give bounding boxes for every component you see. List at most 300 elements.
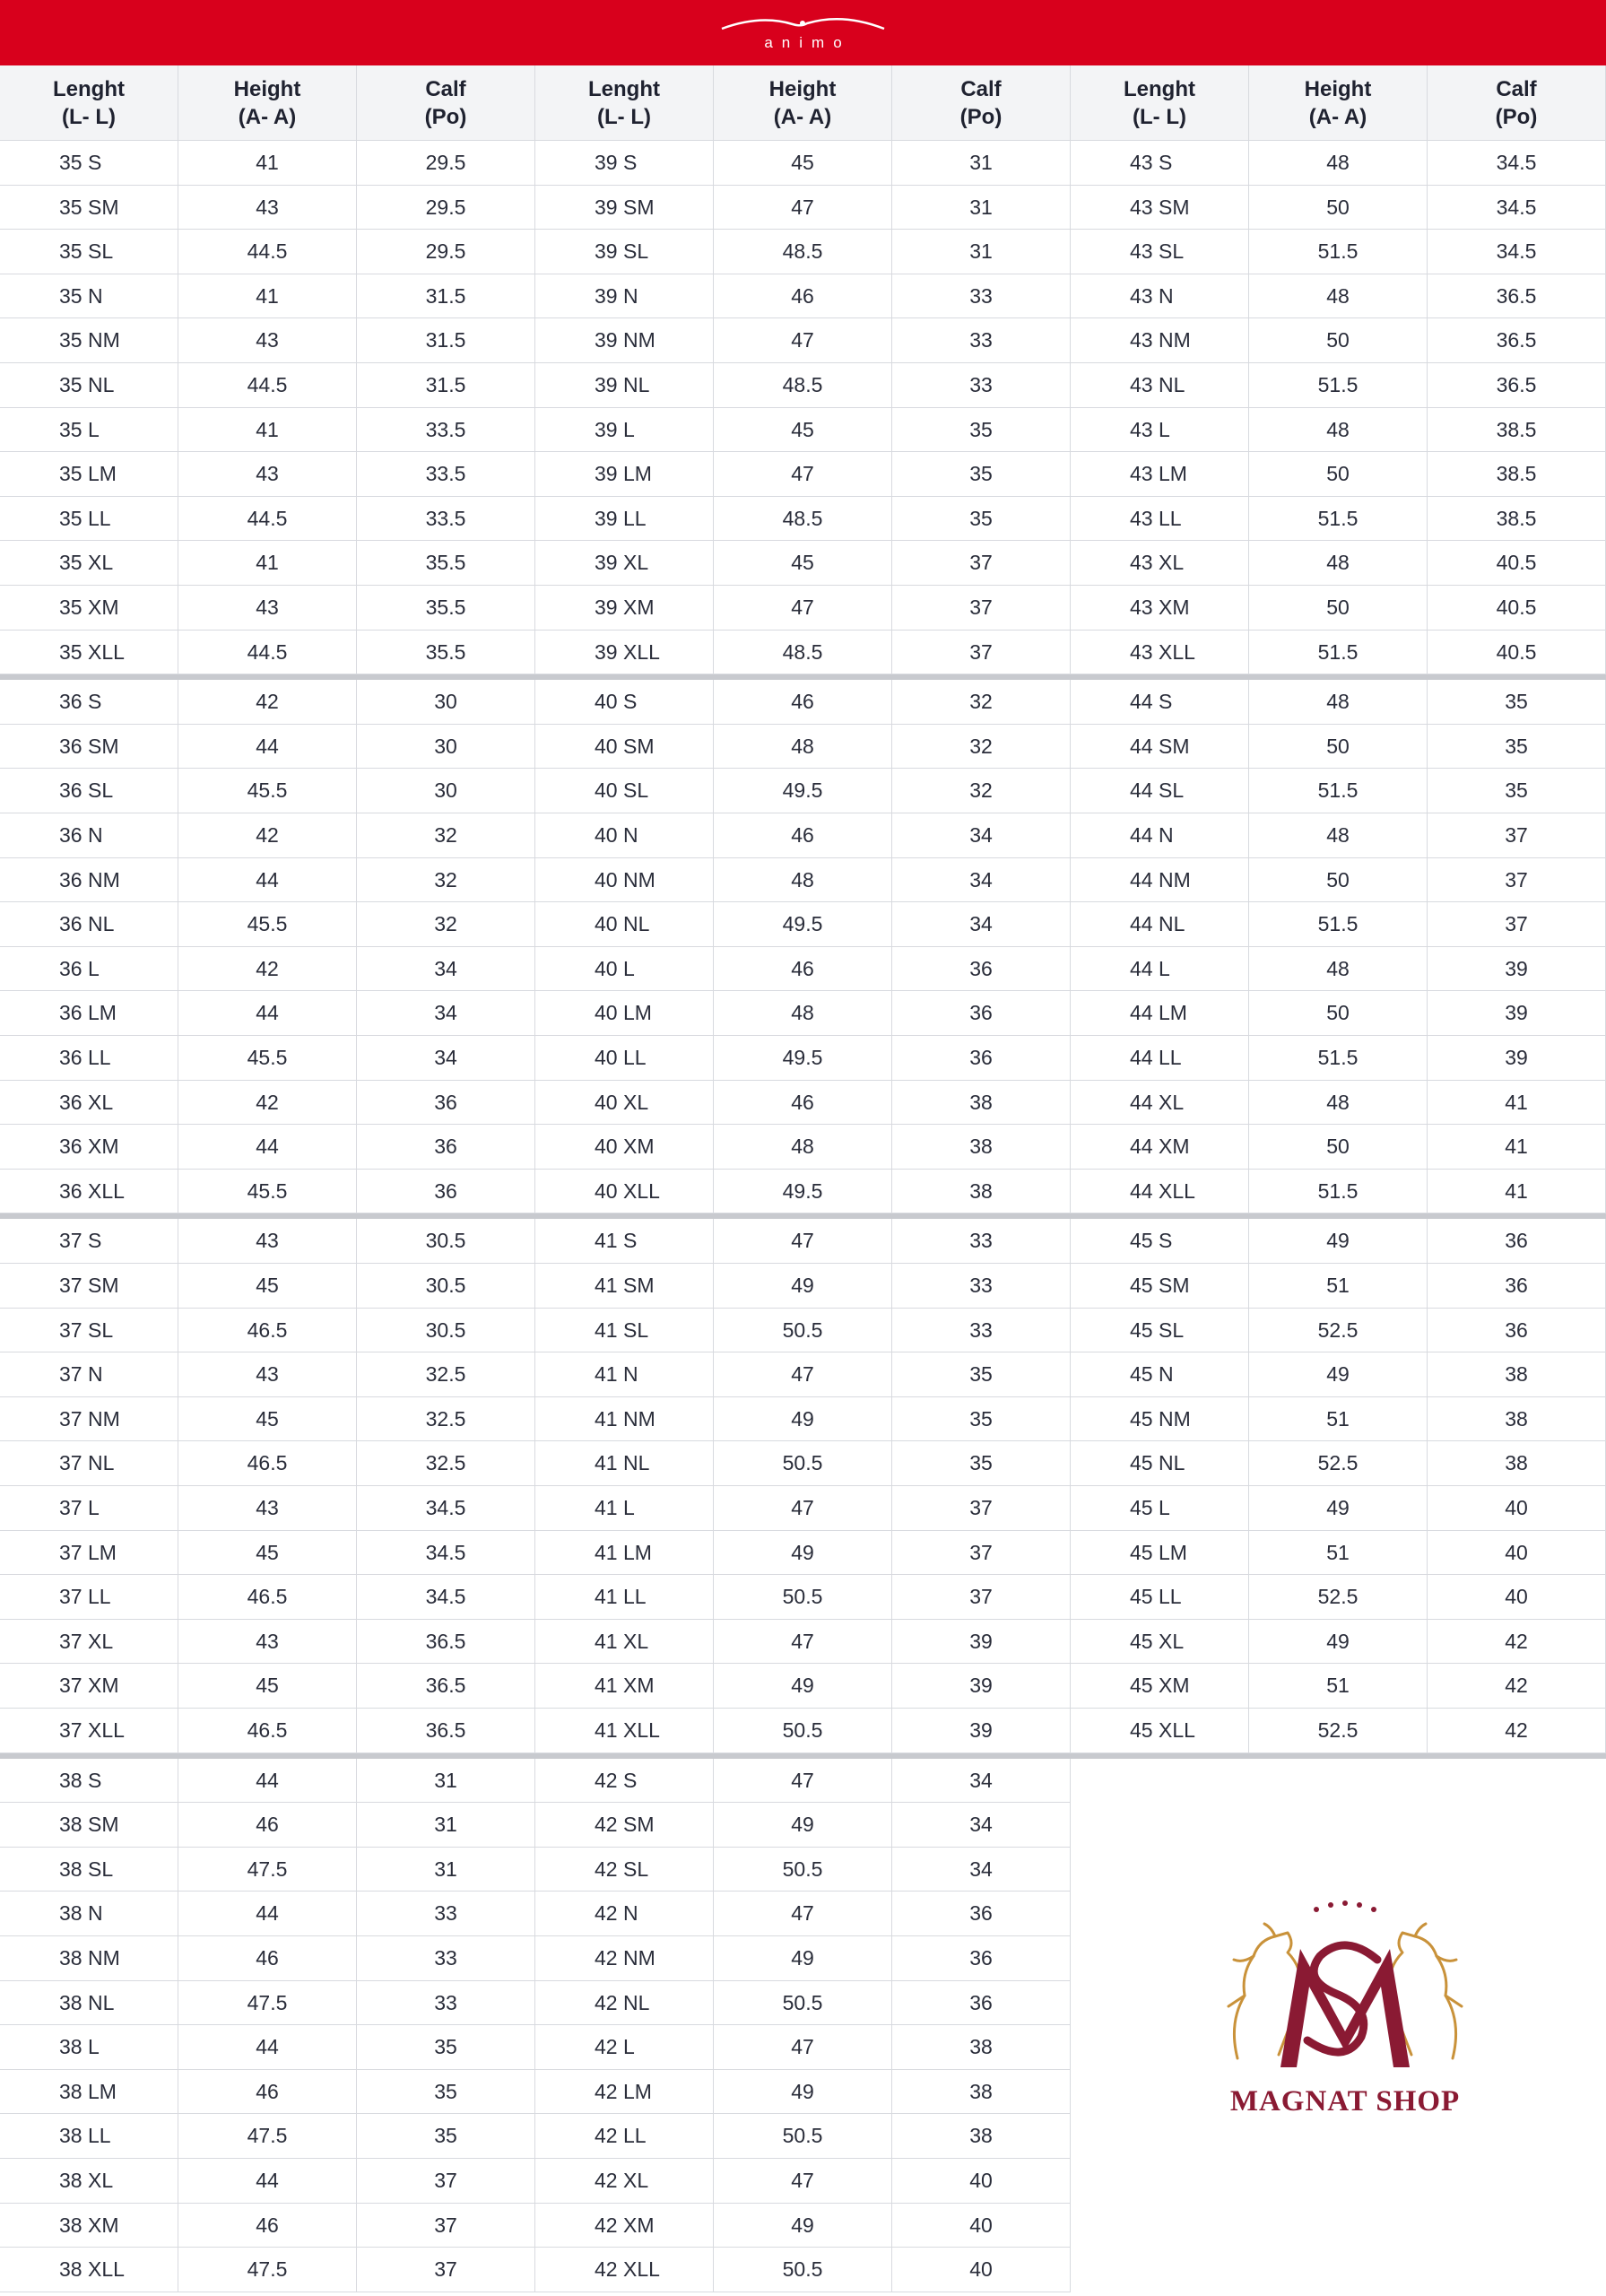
calf-cell: 36: [357, 1081, 535, 1126]
size-cell: 35 SL: [0, 230, 178, 274]
calf-cell: 36: [892, 1981, 1071, 2026]
height-cell: 50: [1249, 725, 1428, 770]
size-cell: 38 SL: [0, 1848, 178, 1892]
height-cell: 45: [178, 1397, 357, 1442]
calf-cell: 40: [1428, 1575, 1606, 1620]
magnat-shop-emblem-icon: [1202, 1897, 1489, 2085]
height-cell: 47: [714, 186, 892, 230]
column-header-line2: (L- L): [597, 104, 651, 129]
animo-logo: [717, 13, 889, 54]
height-cell: 48: [1249, 813, 1428, 858]
height-cell: 51: [1249, 1264, 1428, 1309]
column-header-line1: Calf: [960, 76, 1002, 101]
column-header-line1: Lenght: [1124, 76, 1195, 101]
size-cell: 35 N: [0, 274, 178, 319]
height-cell: 51.5: [1249, 1170, 1428, 1214]
height-cell: 45: [714, 141, 892, 186]
height-cell: 50.5: [714, 2248, 892, 2292]
height-cell: 46.5: [178, 1709, 357, 1753]
size-cell: 37 LL: [0, 1575, 178, 1620]
calf-cell: 38.5: [1428, 452, 1606, 497]
calf-cell: 36: [892, 1892, 1071, 1936]
calf-cell: 31: [892, 230, 1071, 274]
size-cell: 40 SL: [535, 769, 714, 813]
height-cell: 51.5: [1249, 363, 1428, 408]
calf-cell: 42: [1428, 1709, 1606, 1753]
column-header: [1249, 65, 1428, 141]
calf-cell: 29.5: [357, 141, 535, 186]
height-cell: 50.5: [714, 2114, 892, 2159]
size-cell: 38 L: [0, 2025, 178, 2070]
size-cell: 43 XL: [1071, 541, 1249, 586]
calf-cell: 33.5: [357, 452, 535, 497]
calf-cell: 31.5: [357, 363, 535, 408]
height-cell: 45: [178, 1264, 357, 1309]
calf-cell: 39: [1428, 947, 1606, 992]
size-cell: 45 XLL: [1071, 1709, 1249, 1753]
size-cell: 42 XLL: [535, 2248, 714, 2292]
calf-cell: 38.5: [1428, 497, 1606, 542]
size-cell: 44 LM: [1071, 991, 1249, 1036]
size-cell: 45 XL: [1071, 1620, 1249, 1665]
size-cell: 45 S: [1071, 1219, 1249, 1264]
size-cell: 37 SM: [0, 1264, 178, 1309]
height-cell: 45.5: [178, 1036, 357, 1081]
calf-cell: 38: [892, 1125, 1071, 1170]
calf-cell: 31: [357, 1759, 535, 1804]
height-cell: 49: [714, 2070, 892, 2115]
column-header-line1: Height: [233, 76, 301, 101]
size-cell: 41 N: [535, 1352, 714, 1397]
height-cell: 48: [1249, 408, 1428, 453]
size-cell: 37 N: [0, 1352, 178, 1397]
height-cell: 51.5: [1249, 902, 1428, 947]
height-cell: 46: [178, 2070, 357, 2115]
height-cell: 46: [714, 274, 892, 319]
size-cell: 40 XM: [535, 1125, 714, 1170]
calf-cell: 38.5: [1428, 408, 1606, 453]
size-cell: 35 L: [0, 408, 178, 453]
height-cell: 46: [178, 1936, 357, 1981]
height-cell: 46: [178, 1803, 357, 1848]
height-cell: 45: [714, 541, 892, 586]
size-cell: 38 NL: [0, 1981, 178, 2026]
size-cell: 45 LM: [1071, 1531, 1249, 1576]
size-cell: 40 L: [535, 947, 714, 992]
height-cell: 44: [178, 2025, 357, 2070]
size-cell: 39 XL: [535, 541, 714, 586]
height-cell: 46: [714, 680, 892, 725]
calf-cell: 35: [892, 1397, 1071, 1442]
calf-cell: 33: [892, 318, 1071, 363]
size-cell: 39 S: [535, 141, 714, 186]
height-cell: 50.5: [714, 1848, 892, 1892]
size-cell: 42 N: [535, 1892, 714, 1936]
height-cell: 45: [714, 408, 892, 453]
calf-cell: 39: [892, 1709, 1071, 1753]
height-cell: 48.5: [714, 631, 892, 675]
height-cell: 46.5: [178, 1575, 357, 1620]
height-cell: 48: [1249, 1081, 1428, 1126]
size-cell: 43 L: [1071, 408, 1249, 453]
calf-cell: 37: [892, 1531, 1071, 1576]
height-cell: 49: [714, 1264, 892, 1309]
calf-cell: 34: [357, 1036, 535, 1081]
calf-cell: 36: [357, 1125, 535, 1170]
calf-cell: 36: [892, 1936, 1071, 1981]
height-cell: 47: [714, 1892, 892, 1936]
calf-cell: 38: [1428, 1352, 1606, 1397]
calf-cell: 41: [1428, 1170, 1606, 1214]
calf-cell: 32: [892, 769, 1071, 813]
height-cell: 47: [714, 452, 892, 497]
size-cell: 38 NM: [0, 1936, 178, 1981]
size-cell: 36 XLL: [0, 1170, 178, 1214]
height-cell: 49.5: [714, 769, 892, 813]
calf-cell: 33: [892, 1309, 1071, 1353]
height-cell: 50: [1249, 991, 1428, 1036]
calf-cell: 37: [1428, 902, 1606, 947]
calf-cell: 39: [1428, 991, 1606, 1036]
height-cell: 47: [714, 586, 892, 631]
size-cell: 36 SL: [0, 769, 178, 813]
calf-cell: 37: [892, 1575, 1071, 1620]
calf-cell: 39: [892, 1620, 1071, 1665]
size-cell: 40 LL: [535, 1036, 714, 1081]
height-cell: 52.5: [1249, 1309, 1428, 1353]
size-cell: 35 XM: [0, 586, 178, 631]
height-cell: 49: [1249, 1620, 1428, 1665]
height-cell: 50: [1249, 452, 1428, 497]
height-cell: 50.5: [714, 1441, 892, 1486]
size-cell: 36 XM: [0, 1125, 178, 1170]
height-cell: 51.5: [1249, 1036, 1428, 1081]
size-cell: 38 N: [0, 1892, 178, 1936]
size-cell: 38 LL: [0, 2114, 178, 2159]
height-cell: 50: [1249, 586, 1428, 631]
size-cell: 37 NM: [0, 1397, 178, 1442]
size-cell: 42 SL: [535, 1848, 714, 1892]
calf-cell: 38: [892, 1081, 1071, 1126]
size-cell: 39 LL: [535, 497, 714, 542]
calf-cell: 37: [1428, 813, 1606, 858]
calf-cell: 33.5: [357, 497, 535, 542]
size-cell: 42 S: [535, 1759, 714, 1804]
height-cell: 48: [714, 725, 892, 770]
size-cell: 44 N: [1071, 813, 1249, 858]
size-cell: 44 SM: [1071, 725, 1249, 770]
column-header-line2: (A- A): [238, 104, 297, 129]
calf-cell: 35: [357, 2025, 535, 2070]
size-cell: 42 L: [535, 2025, 714, 2070]
height-cell: 48.5: [714, 497, 892, 542]
calf-cell: 34: [357, 947, 535, 992]
height-cell: 46: [714, 813, 892, 858]
height-cell: 50.5: [714, 1575, 892, 1620]
size-cell: 40 XLL: [535, 1170, 714, 1214]
height-cell: 47: [714, 1486, 892, 1531]
height-cell: 44.5: [178, 631, 357, 675]
size-cell: 37 XL: [0, 1620, 178, 1665]
calf-cell: 40.5: [1428, 631, 1606, 675]
size-cell: 45 L: [1071, 1486, 1249, 1531]
calf-cell: 30: [357, 725, 535, 770]
calf-cell: 30: [357, 680, 535, 725]
height-cell: 48: [714, 858, 892, 903]
calf-cell: 38: [892, 1170, 1071, 1214]
size-cell: 39 SM: [535, 186, 714, 230]
calf-cell: 31: [357, 1803, 535, 1848]
calf-cell: 37: [892, 586, 1071, 631]
calf-cell: 36: [1428, 1309, 1606, 1353]
height-cell: 41: [178, 408, 357, 453]
height-cell: 50: [1249, 318, 1428, 363]
calf-cell: 30.5: [357, 1219, 535, 1264]
height-cell: 45.5: [178, 769, 357, 813]
calf-cell: 40.5: [1428, 541, 1606, 586]
height-cell: 52.5: [1249, 1709, 1428, 1753]
size-cell: 35 LL: [0, 497, 178, 542]
calf-cell: 37: [357, 2204, 535, 2248]
calf-cell: 36: [1428, 1219, 1606, 1264]
size-cell: 37 XM: [0, 1664, 178, 1709]
size-cell: 44 S: [1071, 680, 1249, 725]
calf-cell: 36.5: [1428, 274, 1606, 319]
height-cell: 48: [1249, 274, 1428, 319]
size-cell: 40 NM: [535, 858, 714, 903]
size-cell: 38 XM: [0, 2204, 178, 2248]
calf-cell: 34: [892, 858, 1071, 903]
height-cell: 46.5: [178, 1441, 357, 1486]
height-cell: 51.5: [1249, 631, 1428, 675]
height-cell: 41: [178, 274, 357, 319]
height-cell: 44.5: [178, 497, 357, 542]
calf-cell: 35: [892, 1441, 1071, 1486]
calf-cell: 40: [1428, 1486, 1606, 1531]
calf-cell: 32: [357, 902, 535, 947]
size-cell: 39 L: [535, 408, 714, 453]
size-cell: 36 L: [0, 947, 178, 992]
size-cell: 39 LM: [535, 452, 714, 497]
height-cell: 48: [714, 1125, 892, 1170]
calf-cell: 34: [892, 1848, 1071, 1892]
size-cell: 45 SL: [1071, 1309, 1249, 1353]
brand-name: MAGNAT SHOP: [1229, 2085, 1461, 2118]
height-cell: 51.5: [1249, 230, 1428, 274]
calf-cell: 36: [892, 1036, 1071, 1081]
column-header-line2: (L- L): [1133, 104, 1186, 129]
size-cell: 39 XM: [535, 586, 714, 631]
height-cell: 49: [714, 1664, 892, 1709]
height-cell: 47.5: [178, 1981, 357, 2026]
calf-cell: 35.5: [357, 541, 535, 586]
column-header: [0, 65, 178, 141]
size-cell: 36 LM: [0, 991, 178, 1036]
column-header-line2: (L- L): [62, 104, 116, 129]
height-cell: 51.5: [1249, 769, 1428, 813]
calf-cell: 32: [892, 725, 1071, 770]
calf-cell: 40: [892, 2204, 1071, 2248]
calf-cell: 32: [892, 680, 1071, 725]
height-cell: 43: [178, 452, 357, 497]
height-cell: 50.5: [714, 1309, 892, 1353]
size-cell: 38 XL: [0, 2159, 178, 2204]
size-cell: 44 LL: [1071, 1036, 1249, 1081]
size-cell: 44 SL: [1071, 769, 1249, 813]
calf-cell: 36.5: [1428, 318, 1606, 363]
height-cell: 43: [178, 186, 357, 230]
calf-cell: 42: [1428, 1620, 1606, 1665]
height-cell: 47: [714, 1352, 892, 1397]
size-cell: 37 NL: [0, 1441, 178, 1486]
height-cell: 49.5: [714, 1036, 892, 1081]
size-cell: 43 N: [1071, 274, 1249, 319]
height-cell: 49: [714, 2204, 892, 2248]
calf-cell: 33: [892, 274, 1071, 319]
height-cell: 48: [714, 991, 892, 1036]
calf-cell: 29.5: [357, 230, 535, 274]
size-cell: 35 S: [0, 141, 178, 186]
size-cell: 44 XLL: [1071, 1170, 1249, 1214]
column-header-line1: Height: [768, 76, 837, 101]
height-cell: 49.5: [714, 1170, 892, 1214]
height-cell: 45: [178, 1531, 357, 1576]
height-cell: 41: [178, 141, 357, 186]
height-cell: 44: [178, 725, 357, 770]
size-cell: 43 XM: [1071, 586, 1249, 631]
height-cell: 51: [1249, 1531, 1428, 1576]
calf-cell: 33: [892, 363, 1071, 408]
height-cell: 49.5: [714, 902, 892, 947]
size-cell: 37 L: [0, 1486, 178, 1531]
calf-cell: 37: [357, 2248, 535, 2292]
magnat-shop-logo: [1202, 1897, 1489, 2130]
size-cell: 42 LM: [535, 2070, 714, 2115]
column-header-line2: (A- A): [1308, 104, 1367, 129]
column-header: [178, 65, 357, 141]
height-cell: 44: [178, 991, 357, 1036]
calf-cell: 33: [892, 1219, 1071, 1264]
size-cell: 41 NL: [535, 1441, 714, 1486]
calf-cell: 34: [892, 1759, 1071, 1804]
size-cell: 36 N: [0, 813, 178, 858]
size-cell: 37 SL: [0, 1309, 178, 1353]
size-cell: 41 NM: [535, 1397, 714, 1442]
height-cell: 43: [178, 1486, 357, 1531]
height-cell: 43: [178, 318, 357, 363]
height-cell: 49: [714, 1936, 892, 1981]
column-header: [535, 65, 714, 141]
size-cell: 41 XM: [535, 1664, 714, 1709]
size-cell: 41 XLL: [535, 1709, 714, 1753]
calf-cell: 37: [1428, 858, 1606, 903]
calf-cell: 38: [892, 2025, 1071, 2070]
calf-cell: 35: [1428, 769, 1606, 813]
size-cell: 40 N: [535, 813, 714, 858]
height-cell: 49: [1249, 1219, 1428, 1264]
calf-cell: 35.5: [357, 631, 535, 675]
calf-cell: 35: [892, 497, 1071, 542]
calf-cell: 32.5: [357, 1397, 535, 1442]
calf-cell: 33: [357, 1936, 535, 1981]
size-cell: 43 NL: [1071, 363, 1249, 408]
calf-cell: 41: [1428, 1081, 1606, 1126]
calf-cell: 34.5: [1428, 230, 1606, 274]
calf-cell: 35: [892, 1352, 1071, 1397]
size-cell: 40 LM: [535, 991, 714, 1036]
size-cell: 43 S: [1071, 141, 1249, 186]
size-cell: 35 LM: [0, 452, 178, 497]
calf-cell: 40: [1428, 1531, 1606, 1576]
height-cell: 49: [1249, 1352, 1428, 1397]
height-cell: 46: [178, 2204, 357, 2248]
size-cell: 43 XLL: [1071, 631, 1249, 675]
size-cell: 42 SM: [535, 1803, 714, 1848]
height-cell: 51: [1249, 1397, 1428, 1442]
calf-cell: 30: [357, 769, 535, 813]
height-cell: 48: [1249, 947, 1428, 992]
height-cell: 47: [714, 1620, 892, 1665]
calf-cell: 34.5: [357, 1575, 535, 1620]
height-cell: 44: [178, 1125, 357, 1170]
size-cell: 44 XL: [1071, 1081, 1249, 1126]
column-header: [357, 65, 535, 141]
calf-cell: 36: [892, 947, 1071, 992]
height-cell: 42: [178, 680, 357, 725]
height-cell: 47: [714, 1759, 892, 1804]
calf-cell: 35.5: [357, 586, 535, 631]
calf-cell: 34.5: [1428, 141, 1606, 186]
size-cell: 36 LL: [0, 1036, 178, 1081]
height-cell: 47.5: [178, 2114, 357, 2159]
size-cell: 36 S: [0, 680, 178, 725]
calf-cell: 38: [892, 2070, 1071, 2115]
calf-cell: 40: [892, 2248, 1071, 2292]
height-cell: 47.5: [178, 1848, 357, 1892]
size-cell: 44 NL: [1071, 902, 1249, 947]
height-cell: 45.5: [178, 902, 357, 947]
size-cell: 44 NM: [1071, 858, 1249, 903]
calf-cell: 32: [357, 858, 535, 903]
height-cell: 42: [178, 1081, 357, 1126]
size-cell: 43 SL: [1071, 230, 1249, 274]
calf-cell: 31.5: [357, 318, 535, 363]
height-cell: 44: [178, 1892, 357, 1936]
height-cell: 47.5: [178, 2248, 357, 2292]
column-header-line1: Lenght: [588, 76, 660, 101]
calf-cell: 36.5: [1428, 363, 1606, 408]
height-cell: 50: [1249, 1125, 1428, 1170]
column-header-line2: (A- A): [773, 104, 832, 129]
size-cell: 38 LM: [0, 2070, 178, 2115]
size-cell: 40 XL: [535, 1081, 714, 1126]
height-cell: 43: [178, 1620, 357, 1665]
height-cell: 48: [1249, 541, 1428, 586]
size-cell: 38 SM: [0, 1803, 178, 1848]
size-cell: 40 NL: [535, 902, 714, 947]
calf-cell: 36: [357, 1170, 535, 1214]
height-cell: 48: [1249, 141, 1428, 186]
size-cell: 41 SM: [535, 1264, 714, 1309]
calf-cell: 31: [892, 141, 1071, 186]
size-cell: 41 XL: [535, 1620, 714, 1665]
height-cell: 44: [178, 1759, 357, 1804]
height-cell: 50: [1249, 858, 1428, 903]
calf-cell: 35: [892, 452, 1071, 497]
size-cell: 38 XLL: [0, 2248, 178, 2292]
height-cell: 49: [714, 1397, 892, 1442]
column-header: [1428, 65, 1606, 141]
